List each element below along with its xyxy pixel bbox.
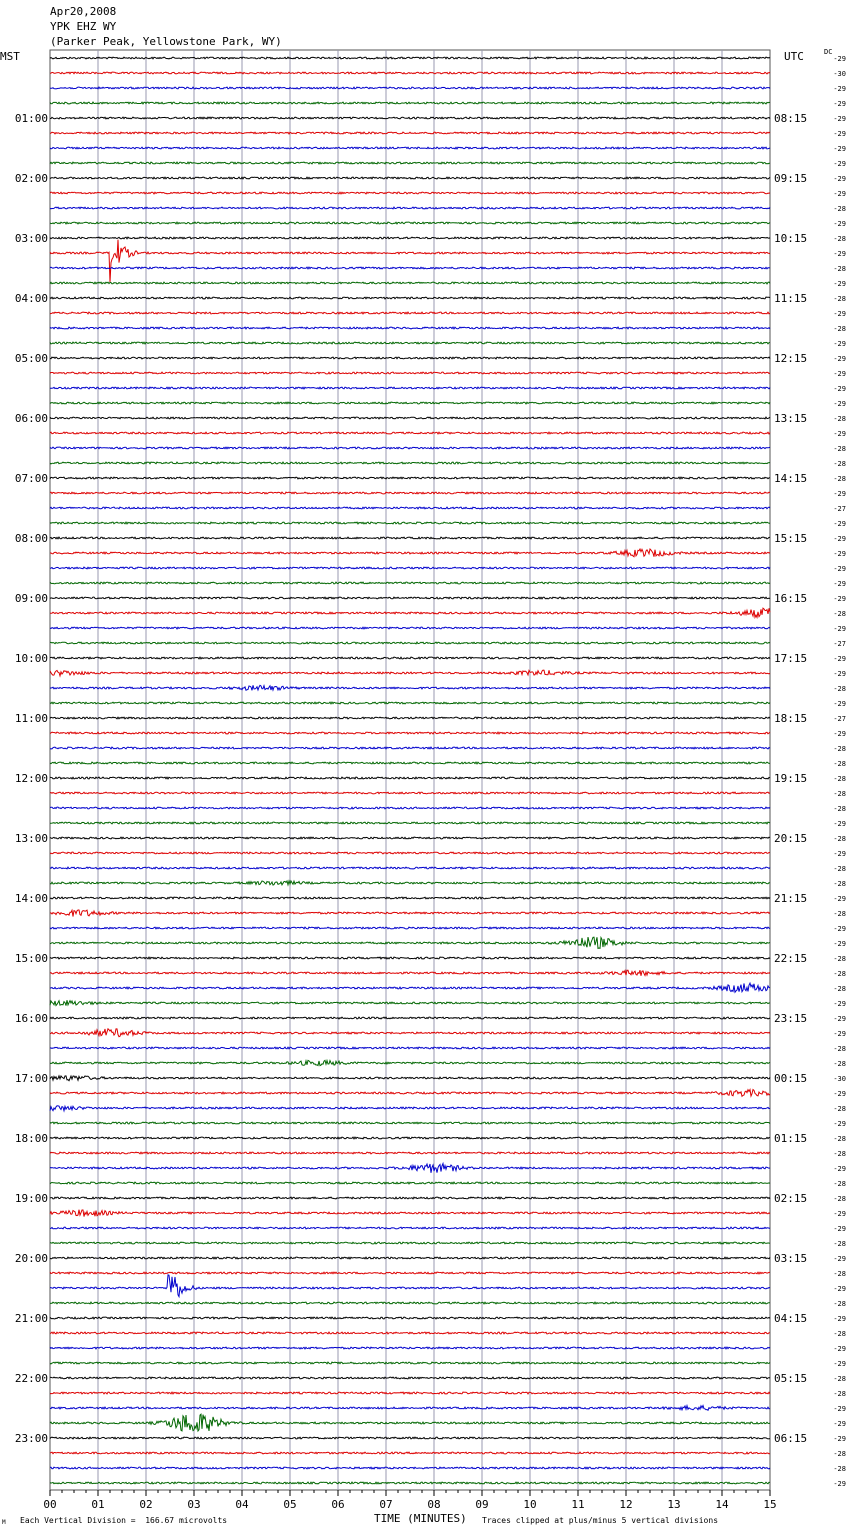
dc-offset-value: -29 <box>833 1120 846 1128</box>
dc-offset-value: -28 <box>833 460 846 468</box>
trace-row-21 <box>50 372 770 374</box>
dc-offset-value: -30 <box>833 1075 846 1083</box>
trace-row-16 <box>50 297 770 299</box>
dc-offset-value: -28 <box>833 955 846 963</box>
trace-row-92 <box>50 1437 770 1439</box>
dc-offset-value: -29 <box>833 355 846 363</box>
trace-row-28 <box>50 477 770 479</box>
mst-hour-label: 13:00 <box>14 832 48 845</box>
trace-row-14 <box>50 267 770 269</box>
dc-offset-value: -29 <box>833 385 846 393</box>
dc-offset-value: -29 <box>833 1480 846 1488</box>
dc-offset-value: -27 <box>833 505 846 513</box>
trace-row-23 <box>50 402 770 404</box>
trace-row-56 <box>50 897 770 899</box>
trace-row-39 <box>50 642 770 644</box>
dc-offset-value: -28 <box>833 1330 846 1338</box>
trace-row-87 <box>50 1362 770 1364</box>
utc-hour-label: 01:15 <box>774 1132 808 1145</box>
dc-offset-value: -28 <box>833 1180 846 1188</box>
x-tick-label: 02 <box>139 1498 153 1511</box>
mst-hour-label: 10:00 <box>14 652 48 665</box>
utc-hour-label: 02:15 <box>774 1192 808 1205</box>
utc-hour-label: 17:15 <box>774 652 808 665</box>
utc-axis-title: UTC <box>784 50 804 63</box>
dc-offset-value: -29 <box>833 520 846 528</box>
trace-row-83 <box>50 1302 770 1304</box>
scale-note: Each Vertical Division = 166.67 microvolts <box>20 1516 228 1525</box>
dc-offset-value: -28 <box>833 910 846 918</box>
trace-row-5 <box>50 132 770 134</box>
trace-row-94 <box>50 1467 770 1469</box>
dc-offset-value: -29 <box>833 925 846 933</box>
trace-row-71 <box>50 1122 770 1124</box>
dc-offset-value: -29 <box>833 1090 846 1098</box>
x-tick-label: 12 <box>619 1498 633 1511</box>
trace-row-34 <box>50 567 770 569</box>
x-tick-label: 07 <box>379 1498 393 1511</box>
trace-row-58 <box>50 927 770 929</box>
trace-row-95 <box>50 1482 770 1484</box>
x-tick-label: 11 <box>571 1498 585 1511</box>
trace-row-49 <box>50 792 770 794</box>
x-tick-label: 05 <box>283 1498 297 1511</box>
dc-offset-value: -28 <box>833 835 846 843</box>
station-location: (Parker Peak, Yellowstone Park, WY) <box>50 35 282 48</box>
dc-offset-value: -29 <box>833 1015 846 1023</box>
x-tick-label: 03 <box>187 1498 201 1511</box>
trace-row-67 <box>50 1060 770 1065</box>
trace-row-32 <box>50 537 770 539</box>
dc-offset-value: -29 <box>833 100 846 108</box>
trace-row-59 <box>50 937 770 948</box>
trace-row-75 <box>50 1182 770 1184</box>
dc-offset-value: -30 <box>833 70 846 78</box>
mst-hour-label: 22:00 <box>14 1372 48 1385</box>
utc-hour-label: 00:15 <box>774 1072 808 1085</box>
dc-offset-value: -29 <box>833 655 846 663</box>
dc-offset-value: -28 <box>833 1300 846 1308</box>
trace-row-17 <box>50 312 770 314</box>
dc-offset-value: -29 <box>833 190 846 198</box>
mst-hour-label: 01:00 <box>14 112 48 125</box>
dc-offset-value: -29 <box>833 625 846 633</box>
dc-offset-value: -28 <box>833 865 846 873</box>
dc-offset-value: -28 <box>833 475 846 483</box>
trace-row-53 <box>50 852 770 854</box>
trace-row-26 <box>50 447 770 449</box>
utc-hour-label: 15:15 <box>774 532 808 545</box>
dc-offset-value: -29 <box>833 1285 846 1293</box>
utc-hour-label: 23:15 <box>774 1012 808 1025</box>
trace-row-12 <box>50 237 770 239</box>
dc-offset-value: -27 <box>833 715 846 723</box>
plot-date: Apr20,2008 <box>50 5 117 18</box>
dc-offset-value: -28 <box>833 805 846 813</box>
dc-offset-value: -29 <box>833 175 846 183</box>
trace-row-8 <box>50 177 770 179</box>
dc-offset-value: -28 <box>833 325 846 333</box>
dc-offset-value: -29 <box>833 55 846 63</box>
dc-offset-value: -29 <box>833 580 846 588</box>
trace-row-6 <box>50 147 770 149</box>
trace-row-84 <box>50 1317 770 1319</box>
mst-hour-label: 23:00 <box>14 1432 48 1445</box>
dc-offset-value: -29 <box>833 595 846 603</box>
trace-row-3 <box>50 102 770 104</box>
dc-offset-value: -29 <box>833 130 846 138</box>
trace-row-24 <box>50 417 770 419</box>
mst-hour-label: 02:00 <box>14 172 48 185</box>
mst-hour-label: 06:00 <box>14 412 48 425</box>
trace-row-55 <box>50 881 770 885</box>
dc-offset-value: -29 <box>833 220 846 228</box>
x-tick-label: 14 <box>715 1498 729 1511</box>
station-code: YPK EHZ WY <box>50 20 117 33</box>
x-tick-label: 08 <box>427 1498 441 1511</box>
trace-row-85 <box>50 1332 770 1334</box>
dc-offset-value: -29 <box>833 1360 846 1368</box>
utc-hour-label: 14:15 <box>774 472 808 485</box>
mst-hour-label: 20:00 <box>14 1252 48 1265</box>
dc-offset-value: -29 <box>833 1255 846 1263</box>
trace-row-81 <box>50 1272 770 1274</box>
mst-hour-label: 05:00 <box>14 352 48 365</box>
trace-row-2 <box>50 87 770 89</box>
utc-hour-label: 05:15 <box>774 1372 808 1385</box>
trace-row-44 <box>50 717 770 719</box>
trace-row-50 <box>50 807 770 809</box>
dc-offset-value: -29 <box>833 370 846 378</box>
dc-offset-value: -29 <box>833 730 846 738</box>
dc-offset-value: -28 <box>833 445 846 453</box>
trace-row-65 <box>50 1029 770 1037</box>
trace-row-90 <box>50 1406 770 1411</box>
x-tick-label: 10 <box>523 1498 537 1511</box>
dc-offset-value: -29 <box>833 145 846 153</box>
trace-row-64 <box>50 1017 770 1019</box>
utc-hour-label: 09:15 <box>774 172 808 185</box>
trace-row-40 <box>50 657 770 659</box>
dc-offset-value: -29 <box>833 895 846 903</box>
dc-offset-value: -28 <box>833 205 846 213</box>
trace-row-22 <box>50 387 770 389</box>
x-tick-label: 01 <box>91 1498 105 1511</box>
utc-hour-label: 12:15 <box>774 352 808 365</box>
mst-hour-label: 04:00 <box>14 292 48 305</box>
mst-hour-label: 15:00 <box>14 952 48 965</box>
trace-row-80 <box>50 1257 770 1259</box>
trace-row-18 <box>50 327 770 329</box>
trace-row-52 <box>50 837 770 839</box>
trace-row-68 <box>50 1076 770 1081</box>
mst-hour-label: 19:00 <box>14 1192 48 1205</box>
dc-offset-value: -27 <box>833 640 846 648</box>
dc-offset-value: -28 <box>833 265 846 273</box>
trace-row-19 <box>50 342 770 344</box>
utc-hour-label: 11:15 <box>774 292 808 305</box>
utc-hour-label: 22:15 <box>774 952 808 965</box>
dc-offset-value: -29 <box>833 1345 846 1353</box>
dc-offset-value: -29 <box>833 160 846 168</box>
dc-offset-value: -28 <box>833 610 846 618</box>
trace-row-70 <box>50 1106 770 1111</box>
trace-row-48 <box>50 777 770 779</box>
dc-offset-value: -29 <box>833 940 846 948</box>
utc-hour-label: 10:15 <box>774 232 808 245</box>
dc-offset-value: -28 <box>833 775 846 783</box>
trace-row-29 <box>50 492 770 494</box>
trace-row-1 <box>50 72 770 74</box>
trace-row-54 <box>50 867 770 869</box>
utc-hour-label: 13:15 <box>774 412 808 425</box>
dc-offset-value: -28 <box>833 1105 846 1113</box>
trace-row-74 <box>50 1164 770 1173</box>
dc-offset-value: -29 <box>833 1165 846 1173</box>
dc-offset-value: -29 <box>833 535 846 543</box>
mst-hour-label: 14:00 <box>14 892 48 905</box>
mst-hour-label: 09:00 <box>14 592 48 605</box>
dc-offset-title: DC <box>824 48 833 56</box>
trace-row-10 <box>50 207 770 209</box>
dc-offset-value: -28 <box>833 235 846 243</box>
dc-offset-value: -28 <box>833 1375 846 1383</box>
trace-row-13 <box>50 240 770 283</box>
utc-hour-label: 19:15 <box>774 772 808 785</box>
trace-row-31 <box>50 522 770 524</box>
dc-offset-value: -29 <box>833 340 846 348</box>
trace-row-38 <box>50 627 770 629</box>
trace-row-86 <box>50 1347 770 1349</box>
dc-offset-value: -28 <box>833 1450 846 1458</box>
trace-row-72 <box>50 1137 770 1139</box>
trace-row-15 <box>50 282 770 284</box>
dc-offset-value: -28 <box>833 1135 846 1143</box>
dc-offset-value: -28 <box>833 1240 846 1248</box>
dc-offset-value: -29 <box>833 670 846 678</box>
trace-row-25 <box>50 432 770 434</box>
dc-offset-value: -29 <box>833 1435 846 1443</box>
trace-row-0 <box>50 57 770 59</box>
dc-offset-value: -29 <box>833 430 846 438</box>
dc-offset-value: -28 <box>833 1150 846 1158</box>
trace-row-62 <box>50 983 770 992</box>
dc-offset-value: -28 <box>833 880 846 888</box>
mst-hour-label: 16:00 <box>14 1012 48 1025</box>
dc-offset-value: -29 <box>833 1315 846 1323</box>
trace-row-79 <box>50 1242 770 1244</box>
dc-offset-value: -29 <box>833 1210 846 1218</box>
trace-row-11 <box>50 222 770 224</box>
x-tick-label: 04 <box>235 1498 249 1511</box>
trace-row-66 <box>50 1047 770 1049</box>
dc-offset-value: -29 <box>833 850 846 858</box>
trace-row-89 <box>50 1392 770 1394</box>
mst-axis-title: MST <box>0 50 20 63</box>
trace-row-37 <box>50 608 770 617</box>
mst-hour-label: 11:00 <box>14 712 48 725</box>
trace-row-35 <box>50 582 770 584</box>
trace-row-42 <box>50 685 770 690</box>
trace-row-69 <box>50 1090 770 1097</box>
dc-offset-value: -28 <box>833 1465 846 1473</box>
trace-row-27 <box>50 462 770 464</box>
dc-offset-value: -29 <box>833 1420 846 1428</box>
trace-row-57 <box>50 910 770 917</box>
mst-hour-label: 07:00 <box>14 472 48 485</box>
utc-hour-label: 04:15 <box>774 1312 808 1325</box>
dc-offset-value: -28 <box>833 790 846 798</box>
dc-offset-value: -29 <box>833 700 846 708</box>
dc-offset-value: -28 <box>833 760 846 768</box>
dc-offset-value: -29 <box>833 115 846 123</box>
trace-row-76 <box>50 1197 770 1199</box>
dc-offset-value: -28 <box>833 1045 846 1053</box>
mst-hour-label: 21:00 <box>14 1312 48 1325</box>
trace-row-7 <box>50 162 770 164</box>
trace-row-43 <box>50 702 770 704</box>
trace-row-51 <box>50 822 770 824</box>
dc-offset-value: -29 <box>833 250 846 258</box>
dc-offset-value: -28 <box>833 685 846 693</box>
mst-hour-label: 18:00 <box>14 1132 48 1145</box>
clip-note: Traces clipped at plus/minus 5 vertical divisions <box>482 1516 719 1525</box>
trace-row-47 <box>50 762 770 764</box>
dc-offset-value: -28 <box>833 1195 846 1203</box>
trace-row-33 <box>50 549 770 557</box>
mst-hour-label: 12:00 <box>14 772 48 785</box>
trace-row-78 <box>50 1227 770 1229</box>
trace-row-45 <box>50 732 770 734</box>
utc-hour-label: 18:15 <box>774 712 808 725</box>
trace-row-61 <box>50 970 770 976</box>
trace-row-46 <box>50 747 770 749</box>
dc-offset-value: -29 <box>833 1000 846 1008</box>
mst-hour-label: 17:00 <box>14 1072 48 1085</box>
utc-hour-label: 08:15 <box>774 112 808 125</box>
utc-hour-label: 20:15 <box>774 832 808 845</box>
trace-row-20 <box>50 357 770 359</box>
trace-row-93 <box>50 1452 770 1454</box>
dc-offset-value: -29 <box>833 1405 846 1413</box>
dc-offset-value: -29 <box>833 280 846 288</box>
x-tick-label: 00 <box>43 1498 57 1511</box>
trace-row-77 <box>50 1210 770 1217</box>
trace-row-63 <box>50 1000 770 1005</box>
utc-hour-label: 21:15 <box>774 892 808 905</box>
x-tick-label: 13 <box>667 1498 681 1511</box>
dc-offset-value: -28 <box>833 985 846 993</box>
dc-offset-value: -29 <box>833 310 846 318</box>
utc-hour-label: 06:15 <box>774 1432 808 1445</box>
mst-hour-label: 08:00 <box>14 532 48 545</box>
dc-offset-value: -28 <box>833 970 846 978</box>
trace-row-30 <box>50 507 770 509</box>
trace-row-60 <box>50 957 770 959</box>
trace-row-9 <box>50 192 770 194</box>
trace-row-41 <box>50 670 770 676</box>
x-tick-label: 06 <box>331 1498 345 1511</box>
dc-offset-value: -29 <box>833 1225 846 1233</box>
dc-offset-value: -29 <box>833 820 846 828</box>
dc-offset-value: -29 <box>833 85 846 93</box>
dc-offset-value: -28 <box>833 745 846 753</box>
x-tick-label: 15 <box>763 1498 777 1511</box>
dc-offset-value: -28 <box>833 1390 846 1398</box>
dc-offset-value: -28 <box>833 295 846 303</box>
trace-row-91 <box>50 1414 770 1431</box>
trace-row-36 <box>50 597 770 599</box>
dc-offset-value: -29 <box>833 1030 846 1038</box>
trace-row-73 <box>50 1152 770 1154</box>
dc-offset-value: -28 <box>833 1060 846 1068</box>
trace-row-4 <box>50 117 770 119</box>
dc-offset-value: -29 <box>833 490 846 498</box>
utc-hour-label: 16:15 <box>774 592 808 605</box>
utc-hour-label: 03:15 <box>774 1252 808 1265</box>
dc-offset-value: -28 <box>833 1270 846 1278</box>
x-axis-title: TIME (MINUTES) <box>374 1512 467 1525</box>
x-tick-label: 09 <box>475 1498 489 1511</box>
dc-offset-value: -28 <box>833 415 846 423</box>
trace-row-82 <box>50 1275 770 1297</box>
mst-hour-label: 03:00 <box>14 232 48 245</box>
corner-mark: M <box>2 1519 6 1526</box>
dc-offset-value: -29 <box>833 400 846 408</box>
dc-offset-value: -29 <box>833 565 846 573</box>
dc-offset-value: -29 <box>833 550 846 558</box>
trace-row-88 <box>50 1377 770 1379</box>
